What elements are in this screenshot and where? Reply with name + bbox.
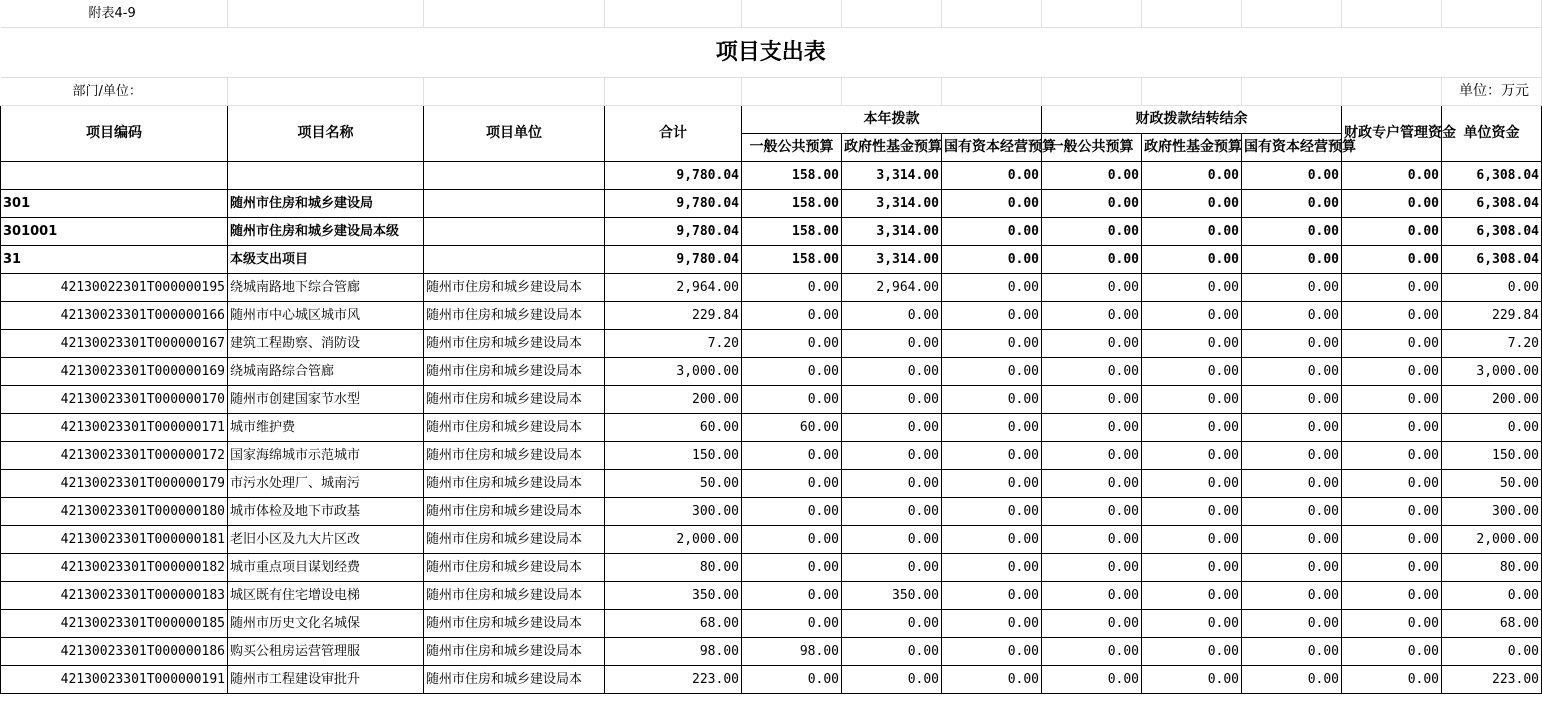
value-cell[interactable]: 0.00 [1142, 498, 1242, 526]
value-cell[interactable]: 0.00 [842, 386, 942, 414]
project-name-cell[interactable]: 随州市中心城区城市风 [228, 302, 424, 330]
value-cell[interactable]: 3,000.00 [1442, 358, 1542, 386]
value-cell[interactable]: 0.00 [742, 386, 842, 414]
value-cell[interactable]: 0.00 [942, 610, 1042, 638]
value-cell[interactable]: 0.00 [1242, 386, 1342, 414]
value-cell[interactable]: 0.00 [1342, 218, 1442, 246]
value-cell[interactable]: 0.00 [1242, 414, 1342, 442]
value-cell[interactable]: 0.00 [942, 526, 1042, 554]
empty-cell[interactable] [605, 78, 742, 106]
project-code-cell[interactable]: 42130023301T000000166 [1, 302, 228, 330]
header-carry-gov-fund[interactable]: 政府性基金预算 [1142, 134, 1242, 162]
value-cell[interactable]: 0.00 [1142, 246, 1242, 274]
header-group-carry[interactable]: 财政拨款结转结余 [1042, 106, 1342, 134]
value-cell[interactable]: 98.00 [742, 638, 842, 666]
value-cell[interactable]: 0.00 [842, 498, 942, 526]
table-row [1, 470, 1542, 498]
value-cell[interactable]: 0.00 [1142, 274, 1242, 302]
value-cell[interactable]: 0.00 [1342, 582, 1442, 610]
empty-cell[interactable] [1342, 0, 1442, 28]
value-cell[interactable]: 0.00 [1142, 582, 1242, 610]
value-cell[interactable]: 80.00 [1442, 554, 1542, 582]
value-cell[interactable]: 0.00 [1042, 638, 1142, 666]
value-cell[interactable]: 9,780.04 [605, 162, 742, 190]
project-name-cell[interactable]: 国家海绵城市示范城市 [228, 442, 424, 470]
value-cell[interactable]: 0.00 [942, 498, 1042, 526]
project-name-cell[interactable]: 绕城南路地下综合管廊 [228, 274, 424, 302]
value-cell[interactable]: 0.00 [1042, 302, 1142, 330]
value-cell[interactable]: 0.00 [1242, 330, 1342, 358]
empty-cell[interactable] [228, 78, 424, 106]
value-cell[interactable]: 0.00 [1242, 526, 1342, 554]
project-unit-cell[interactable]: 随州市住房和城乡建设局本 [424, 554, 605, 582]
table-row [1, 498, 1542, 526]
project-code-cell[interactable]: 301001 [1, 218, 228, 246]
value-cell[interactable]: 0.00 [1042, 330, 1142, 358]
value-cell[interactable]: 2,000.00 [1442, 526, 1542, 554]
project-name-cell[interactable]: 随州市住房和城乡建设局 [228, 190, 424, 218]
project-unit-cell[interactable]: 随州市住房和城乡建设局本 [424, 386, 605, 414]
value-cell[interactable]: 0.00 [1142, 470, 1242, 498]
empty-cell[interactable] [942, 0, 1042, 28]
value-cell[interactable]: 0.00 [1042, 162, 1142, 190]
table-row [1, 414, 1542, 442]
value-cell[interactable]: 0.00 [942, 470, 1042, 498]
value-cell[interactable]: 0.00 [942, 414, 1042, 442]
value-cell[interactable]: 0.00 [1342, 302, 1442, 330]
value-cell[interactable]: 9,780.04 [605, 246, 742, 274]
value-cell[interactable]: 0.00 [1242, 274, 1342, 302]
project-name-cell[interactable]: 建筑工程勘察、消防设 [228, 330, 424, 358]
value-cell[interactable]: 0.00 [842, 610, 942, 638]
sheet-note[interactable]: 附表4-9 [1, 0, 228, 28]
empty-cell[interactable] [742, 78, 842, 106]
empty-cell[interactable] [1142, 78, 1242, 106]
value-cell[interactable]: 158.00 [742, 246, 842, 274]
value-cell[interactable]: 350.00 [842, 582, 942, 610]
value-cell[interactable]: 0.00 [942, 190, 1042, 218]
value-cell[interactable]: 7.20 [1442, 330, 1542, 358]
value-cell[interactable]: 0.00 [1042, 190, 1142, 218]
value-cell[interactable]: 0.00 [1042, 274, 1142, 302]
empty-cell[interactable] [1142, 0, 1242, 28]
value-cell[interactable]: 0.00 [1442, 582, 1542, 610]
value-cell[interactable]: 0.00 [842, 666, 942, 694]
value-cell[interactable]: 0.00 [742, 582, 842, 610]
value-cell[interactable]: 0.00 [842, 526, 942, 554]
value-cell[interactable]: 0.00 [842, 554, 942, 582]
value-cell[interactable]: 0.00 [1342, 190, 1442, 218]
value-cell[interactable]: 0.00 [1042, 554, 1142, 582]
project-code-cell[interactable]: 42130023301T000000172 [1, 442, 228, 470]
unit-label[interactable]: 单位：万元 [1442, 78, 1542, 106]
table-row [1, 386, 1542, 414]
value-cell[interactable]: 0.00 [942, 386, 1042, 414]
project-unit-cell[interactable] [424, 190, 605, 218]
value-cell[interactable]: 0.00 [1242, 190, 1342, 218]
project-unit-cell[interactable]: 随州市住房和城乡建设局本 [424, 526, 605, 554]
project-code-cell[interactable]: 42130023301T000000171 [1, 414, 228, 442]
value-cell[interactable]: 0.00 [742, 526, 842, 554]
header-carry-general[interactable]: 一般公共预算 [1042, 134, 1142, 162]
project-unit-cell[interactable]: 随州市住房和城乡建设局本 [424, 358, 605, 386]
empty-cell[interactable] [1042, 0, 1142, 28]
project-code-cell[interactable]: 42130023301T000000181 [1, 526, 228, 554]
value-cell[interactable]: 0.00 [742, 330, 842, 358]
value-cell[interactable]: 0.00 [1042, 498, 1142, 526]
project-code-cell[interactable]: 42130023301T000000179 [1, 470, 228, 498]
header-carry-state-capital[interactable]: 国有资本经营预算 [1242, 134, 1342, 162]
project-unit-cell[interactable]: 随州市住房和城乡建设局本 [424, 442, 605, 470]
value-cell[interactable]: 0.00 [1342, 274, 1442, 302]
value-cell[interactable]: 6,308.04 [1442, 246, 1542, 274]
table-row [1, 666, 1542, 694]
empty-cell[interactable] [605, 0, 742, 28]
value-cell[interactable]: 300.00 [1442, 498, 1542, 526]
value-cell[interactable]: 0.00 [842, 414, 942, 442]
value-cell[interactable]: 0.00 [942, 274, 1042, 302]
summary-row [1, 218, 1542, 246]
value-cell[interactable]: 0.00 [1342, 470, 1442, 498]
header-group-current[interactable]: 本年拨款 [742, 106, 1042, 134]
value-cell[interactable]: 0.00 [842, 442, 942, 470]
value-cell[interactable]: 0.00 [1142, 442, 1242, 470]
value-cell[interactable]: 223.00 [605, 666, 742, 694]
project-code-cell[interactable]: 42130023301T000000183 [1, 582, 228, 610]
value-cell[interactable]: 3,314.00 [842, 246, 942, 274]
value-cell[interactable]: 0.00 [1342, 386, 1442, 414]
summary-row [1, 162, 1542, 190]
value-cell[interactable]: 3,000.00 [605, 358, 742, 386]
value-cell[interactable]: 0.00 [842, 470, 942, 498]
table-row [1, 638, 1542, 666]
value-cell[interactable]: 229.84 [605, 302, 742, 330]
value-cell[interactable]: 60.00 [742, 414, 842, 442]
value-cell[interactable]: 0.00 [1042, 386, 1142, 414]
project-name-cell[interactable]: 随州市历史文化名城保 [228, 610, 424, 638]
table-row [1, 610, 1542, 638]
header-special[interactable]: 财政专户管理资金 [1342, 106, 1442, 162]
value-cell[interactable]: 0.00 [1042, 442, 1142, 470]
value-cell[interactable]: 2,964.00 [842, 274, 942, 302]
empty-cell[interactable] [1342, 78, 1442, 106]
value-cell[interactable]: 0.00 [1142, 666, 1242, 694]
value-cell[interactable]: 0.00 [1342, 162, 1442, 190]
value-cell[interactable]: 0.00 [742, 610, 842, 638]
empty-cell[interactable] [1042, 78, 1142, 106]
project-unit-cell[interactable]: 随州市住房和城乡建设局本 [424, 330, 605, 358]
value-cell[interactable]: 2,964.00 [605, 274, 742, 302]
summary-row [1, 246, 1542, 274]
project-code-cell[interactable]: 42130023301T000000182 [1, 554, 228, 582]
value-cell[interactable]: 158.00 [742, 162, 842, 190]
value-cell[interactable]: 60.00 [605, 414, 742, 442]
table-row [1, 274, 1542, 302]
value-cell[interactable]: 0.00 [842, 302, 942, 330]
project-name-cell[interactable]: 随州市创建国家节水型 [228, 386, 424, 414]
value-cell[interactable]: 0.00 [942, 442, 1042, 470]
value-cell[interactable]: 0.00 [842, 330, 942, 358]
value-cell[interactable]: 0.00 [942, 554, 1042, 582]
value-cell[interactable]: 0.00 [1342, 414, 1442, 442]
value-cell[interactable]: 0.00 [1342, 330, 1442, 358]
value-cell[interactable]: 0.00 [1242, 498, 1342, 526]
value-cell[interactable]: 0.00 [1242, 358, 1342, 386]
value-cell[interactable]: 0.00 [742, 498, 842, 526]
value-cell[interactable]: 0.00 [1142, 358, 1242, 386]
value-cell[interactable]: 0.00 [1142, 330, 1242, 358]
empty-cell[interactable] [842, 0, 942, 28]
value-cell[interactable]: 0.00 [942, 218, 1042, 246]
project-code-cell[interactable]: 42130023301T000000167 [1, 330, 228, 358]
value-cell[interactable]: 0.00 [1142, 554, 1242, 582]
value-cell[interactable]: 3,314.00 [842, 162, 942, 190]
empty-cell[interactable] [1242, 0, 1342, 28]
project-name-cell[interactable]: 随州市住房和城乡建设局本级 [228, 218, 424, 246]
page-title[interactable]: 项目支出表 [1, 28, 1542, 78]
project-unit-cell[interactable]: 随州市住房和城乡建设局本 [424, 582, 605, 610]
value-cell[interactable]: 0.00 [1042, 246, 1142, 274]
empty-cell[interactable] [1242, 78, 1342, 106]
value-cell[interactable]: 0.00 [1142, 526, 1242, 554]
value-cell[interactable]: 0.00 [1142, 302, 1242, 330]
header-code[interactable]: 项目编码 [1, 106, 228, 162]
value-cell[interactable]: 0.00 [842, 358, 942, 386]
project-name-cell[interactable]: 城市维护费 [228, 414, 424, 442]
value-cell[interactable]: 7.20 [605, 330, 742, 358]
project-unit-cell[interactable] [424, 246, 605, 274]
project-name-cell[interactable]: 随州市工程建设审批升 [228, 666, 424, 694]
project-code-cell[interactable]: 301 [1, 190, 228, 218]
value-cell[interactable]: 3,314.00 [842, 218, 942, 246]
value-cell[interactable]: 0.00 [742, 442, 842, 470]
project-code-cell[interactable]: 42130023301T000000169 [1, 358, 228, 386]
value-cell[interactable]: 0.00 [942, 302, 1042, 330]
header-name[interactable]: 项目名称 [228, 106, 424, 162]
value-cell[interactable]: 0.00 [1042, 582, 1142, 610]
value-cell[interactable]: 0.00 [1142, 218, 1242, 246]
value-cell[interactable]: 0.00 [742, 666, 842, 694]
header-current-gov-fund[interactable]: 政府性基金预算 [842, 134, 942, 162]
value-cell[interactable]: 0.00 [1042, 218, 1142, 246]
project-unit-cell[interactable]: 随州市住房和城乡建设局本 [424, 666, 605, 694]
value-cell[interactable]: 0.00 [942, 358, 1042, 386]
empty-cell[interactable] [942, 78, 1042, 106]
value-cell[interactable]: 0.00 [1442, 638, 1542, 666]
value-cell[interactable]: 50.00 [605, 470, 742, 498]
header-current-state-capital[interactable]: 国有资本经营预算 [942, 134, 1042, 162]
value-cell[interactable]: 0.00 [1442, 274, 1542, 302]
project-code-cell[interactable]: 42130023301T000000185 [1, 610, 228, 638]
value-cell[interactable]: 6,308.04 [1442, 218, 1542, 246]
value-cell[interactable]: 0.00 [1342, 358, 1442, 386]
header-unit[interactable]: 项目单位 [424, 106, 605, 162]
project-unit-cell[interactable]: 随州市住房和城乡建设局本 [424, 414, 605, 442]
value-cell[interactable]: 0.00 [1242, 218, 1342, 246]
value-cell[interactable]: 0.00 [1042, 526, 1142, 554]
header-total[interactable]: 合计 [605, 106, 742, 162]
project-code-cell[interactable]: 42130023301T000000186 [1, 638, 228, 666]
value-cell[interactable]: 68.00 [605, 610, 742, 638]
table-row [1, 302, 1542, 330]
project-code-cell[interactable]: 42130023301T000000170 [1, 386, 228, 414]
value-cell[interactable]: 0.00 [1242, 442, 1342, 470]
project-code-cell[interactable] [1, 162, 228, 190]
value-cell[interactable]: 0.00 [942, 638, 1042, 666]
value-cell[interactable]: 200.00 [1442, 386, 1542, 414]
value-cell[interactable]: 0.00 [742, 554, 842, 582]
value-cell[interactable]: 0.00 [1242, 302, 1342, 330]
value-cell[interactable]: 68.00 [1442, 610, 1542, 638]
table-row [1, 554, 1542, 582]
value-cell[interactable]: 0.00 [1142, 638, 1242, 666]
value-cell[interactable]: 158.00 [742, 190, 842, 218]
empty-cell[interactable] [1442, 0, 1542, 28]
value-cell[interactable]: 0.00 [1142, 386, 1242, 414]
value-cell[interactable]: 0.00 [742, 470, 842, 498]
empty-cell[interactable] [742, 0, 842, 28]
value-cell[interactable]: 150.00 [1442, 442, 1542, 470]
value-cell[interactable]: 2,000.00 [605, 526, 742, 554]
value-cell[interactable]: 0.00 [1242, 610, 1342, 638]
value-cell[interactable]: 0.00 [1442, 414, 1542, 442]
value-cell[interactable]: 0.00 [1342, 554, 1442, 582]
header-unit-funds[interactable]: 单位资金 [1442, 106, 1542, 162]
value-cell[interactable]: 0.00 [1342, 442, 1442, 470]
value-cell[interactable]: 0.00 [942, 162, 1042, 190]
value-cell[interactable]: 223.00 [1442, 666, 1542, 694]
project-unit-cell[interactable]: 随州市住房和城乡建设局本 [424, 470, 605, 498]
value-cell[interactable]: 0.00 [1242, 246, 1342, 274]
project-code-cell[interactable]: 42130023301T000000191 [1, 666, 228, 694]
value-cell[interactable]: 80.00 [605, 554, 742, 582]
value-cell[interactable]: 0.00 [1342, 610, 1442, 638]
value-cell[interactable]: 158.00 [742, 218, 842, 246]
value-cell[interactable]: 0.00 [1342, 638, 1442, 666]
project-code-cell[interactable]: 42130022301T000000195 [1, 274, 228, 302]
project-name-cell[interactable]: 市污水处理厂、城南污 [228, 470, 424, 498]
value-cell[interactable]: 0.00 [742, 274, 842, 302]
value-cell[interactable]: 0.00 [742, 358, 842, 386]
value-cell[interactable]: 0.00 [942, 330, 1042, 358]
value-cell[interactable]: 0.00 [1242, 162, 1342, 190]
value-cell[interactable]: 229.84 [1442, 302, 1542, 330]
project-unit-cell[interactable] [424, 218, 605, 246]
value-cell[interactable]: 3,314.00 [842, 190, 942, 218]
value-cell[interactable]: 300.00 [605, 498, 742, 526]
value-cell[interactable]: 0.00 [942, 246, 1042, 274]
value-cell[interactable]: 0.00 [1342, 666, 1442, 694]
empty-cell[interactable] [424, 0, 605, 28]
empty-cell[interactable] [424, 78, 605, 106]
value-cell[interactable]: 0.00 [1042, 414, 1142, 442]
project-name-cell[interactable]: 购买公租房运营管理服 [228, 638, 424, 666]
value-cell[interactable]: 0.00 [1242, 554, 1342, 582]
project-name-cell[interactable]: 老旧小区及九大片区改 [228, 526, 424, 554]
value-cell[interactable]: 0.00 [1342, 246, 1442, 274]
value-cell[interactable]: 350.00 [605, 582, 742, 610]
table-row [1, 358, 1542, 386]
project-unit-cell[interactable]: 随州市住房和城乡建设局本 [424, 638, 605, 666]
value-cell[interactable]: 0.00 [1242, 470, 1342, 498]
value-cell[interactable]: 0.00 [1142, 610, 1242, 638]
project-unit-cell[interactable]: 随州市住房和城乡建设局本 [424, 274, 605, 302]
table-row [1, 526, 1542, 554]
value-cell[interactable]: 0.00 [1242, 582, 1342, 610]
value-cell[interactable]: 50.00 [1442, 470, 1542, 498]
project-name-cell[interactable] [228, 162, 424, 190]
project-unit-cell[interactable]: 随州市住房和城乡建设局本 [424, 302, 605, 330]
project-name-cell[interactable]: 城市体检及地下市政基 [228, 498, 424, 526]
dept-label[interactable]: 部门/单位： [1, 78, 228, 106]
table-row [1, 330, 1542, 358]
value-cell[interactable]: 0.00 [1242, 666, 1342, 694]
table-row [1, 442, 1542, 470]
table-row [1, 582, 1542, 610]
project-name-cell[interactable]: 城市重点项目谋划经费 [228, 554, 424, 582]
value-cell[interactable]: 0.00 [842, 638, 942, 666]
project-name-cell[interactable]: 城区既有住宅增设电梯 [228, 582, 424, 610]
value-cell[interactable]: 0.00 [1342, 498, 1442, 526]
project-name-cell[interactable]: 本级支出项目 [228, 246, 424, 274]
project-code-cell[interactable]: 31 [1, 246, 228, 274]
summary-row [1, 190, 1542, 218]
value-cell[interactable]: 9,780.04 [605, 218, 742, 246]
value-cell[interactable]: 150.00 [605, 442, 742, 470]
value-cell[interactable]: 0.00 [1242, 638, 1342, 666]
value-cell[interactable]: 200.00 [605, 386, 742, 414]
project-unit-cell[interactable] [424, 162, 605, 190]
empty-cell[interactable] [228, 0, 424, 28]
project-unit-cell[interactable]: 随州市住房和城乡建设局本 [424, 610, 605, 638]
value-cell[interactable]: 6,308.04 [1442, 162, 1542, 190]
empty-cell[interactable] [842, 78, 942, 106]
value-cell[interactable]: 0.00 [1142, 190, 1242, 218]
value-cell[interactable]: 6,308.04 [1442, 190, 1542, 218]
project-code-cell[interactable]: 42130023301T000000180 [1, 498, 228, 526]
value-cell[interactable]: 98.00 [605, 638, 742, 666]
value-cell[interactable]: 0.00 [942, 582, 1042, 610]
project-name-cell[interactable]: 绕城南路综合管廊 [228, 358, 424, 386]
value-cell[interactable]: 0.00 [1342, 526, 1442, 554]
value-cell[interactable]: 9,780.04 [605, 190, 742, 218]
value-cell[interactable]: 0.00 [1042, 666, 1142, 694]
header-current-general[interactable]: 一般公共预算 [742, 134, 842, 162]
value-cell[interactable]: 0.00 [1042, 358, 1142, 386]
value-cell[interactable]: 0.00 [1042, 470, 1142, 498]
project-unit-cell[interactable]: 随州市住房和城乡建设局本 [424, 498, 605, 526]
value-cell[interactable]: 0.00 [1142, 162, 1242, 190]
value-cell[interactable]: 0.00 [942, 666, 1042, 694]
value-cell[interactable]: 0.00 [1142, 414, 1242, 442]
value-cell[interactable]: 0.00 [742, 302, 842, 330]
value-cell[interactable]: 0.00 [1042, 610, 1142, 638]
